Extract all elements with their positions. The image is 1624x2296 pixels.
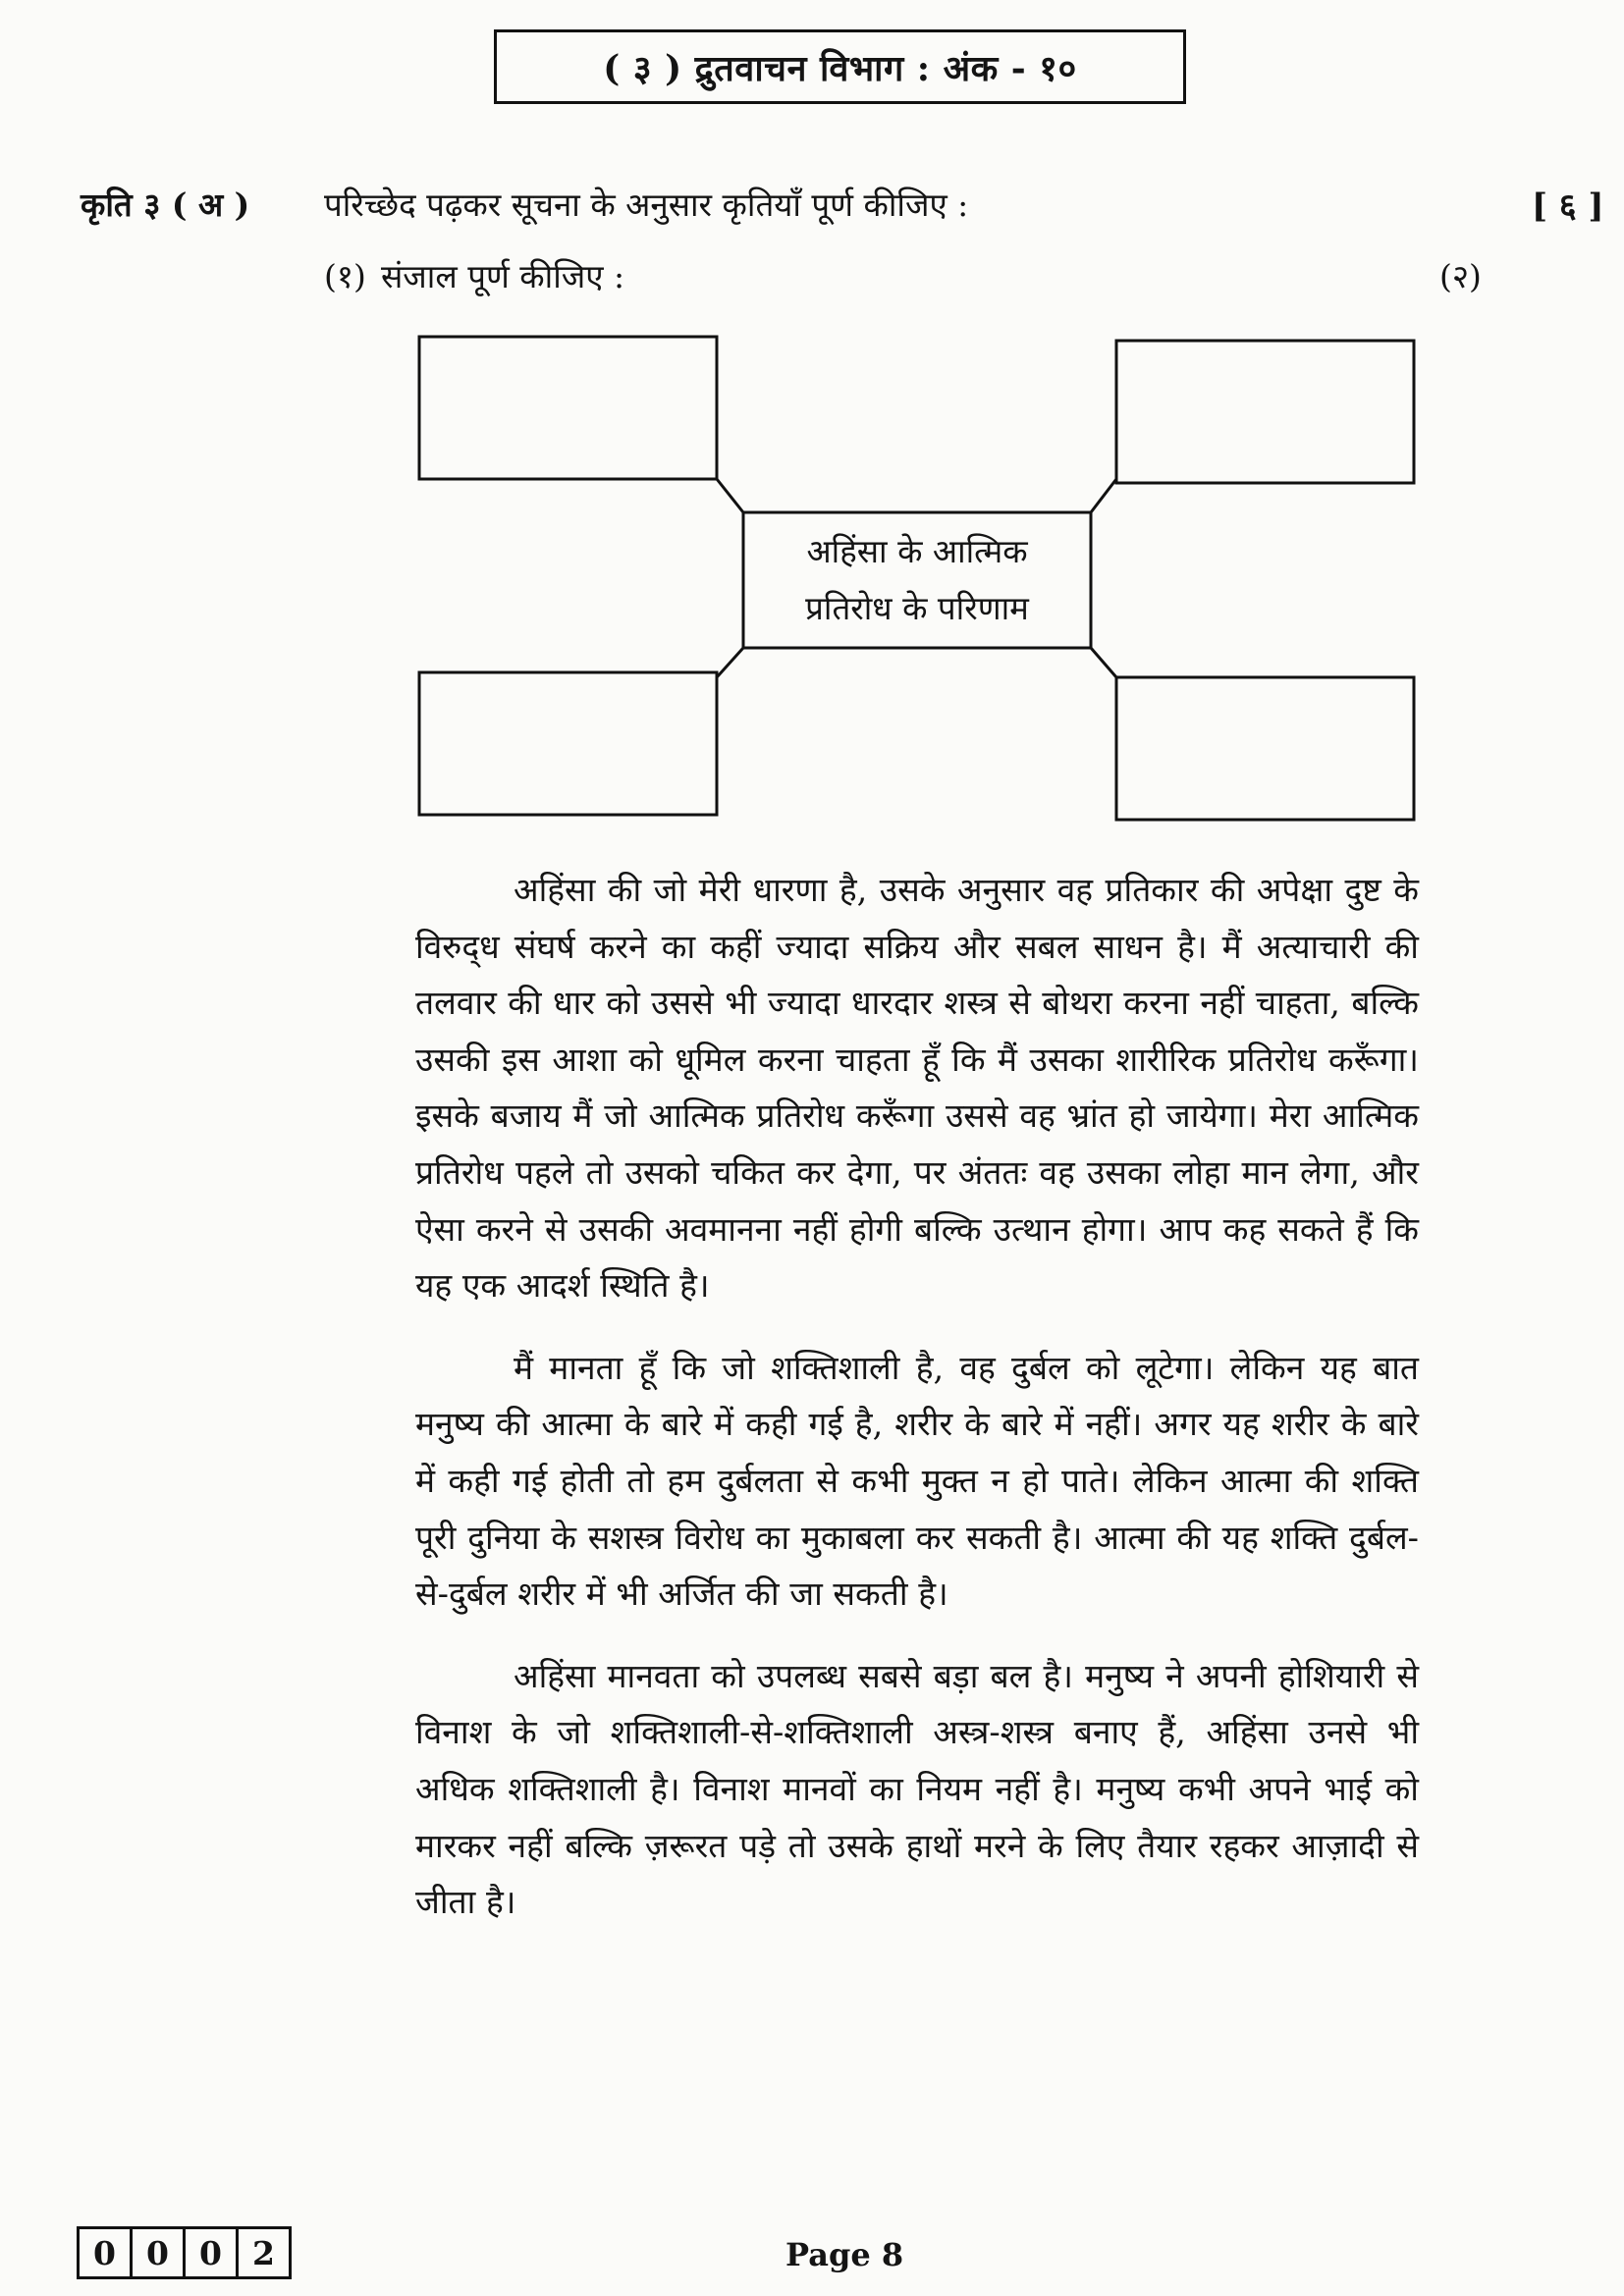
passage [415,862,1419,1931]
code-digit: 0 [130,2226,186,2279]
code-digit: 0 [183,2226,239,2279]
center-box-label [743,512,1091,648]
connector-bottom-left [717,648,743,677]
sub-question-instruction: संजाल पूर्ण कीजिए : [381,257,625,295]
paragraph: अहिंसा मानवता को उपलब्ध सबसे बड़ा बल है। मनुष्य ने अपनी होशियारी से विनाश के जो शक्तिशाली-से-शक्तिशाली अस्त्र-शस्त्र बनाए हैं, अहिंसा उनसे भी अधिक शक्तिशाली है। विनाश मानवों का नियम नहीं है। मनुष्य कभी अपने भाई को मारकर नहीं बल्कि ज़रूरत पड़े तो उसके हाथों मरने के लिए तैयार रहकर आज़ादी से जीता है। [415,1656,1419,1922]
answer-box-top-left [419,337,717,479]
center-label-line-1: अहिंसा के आत्मिक [806,532,1028,570]
answer-box-top-right [1116,341,1414,483]
code-digit: 2 [236,2226,292,2279]
answer-box-bottom-left [419,672,717,815]
page-number: Page 8 [785,2236,904,2273]
connector-bottom-right [1091,648,1116,677]
sub-question-marks: (२) [1439,257,1482,295]
section-title: ( ३ ) द्रुतवाचन विभाग : अंक - १० [494,29,1186,104]
total-marks: [ ६ ] [1532,187,1604,226]
paragraph: मैं मानता हूँ कि जो शक्तिशाली है, वह दुर्बल को लूटेगा। लेकिन यह बात मनुष्य की आत्मा के बारे में कही गई है, शरीर के बारे में नहीं। अगर यह शरीर के बारे में कही गई होती तो हम दुर्बलता से कभी मुक्त न हो पाते। लेकिन आत्मा की शक्ति पूरी दुनिया के सशस्त्र विरोध का मुकाबला कर सकती है। आत्मा की यह शक्ति दुर्बल-से-दुर्बल शरीर में भी अर्जित की जा सकती है। [415,1348,1419,1614]
question-instruction: परिच्छेद पढ़कर सूचना के अनुसार कृतियाँ पूर्ण कीजिए : [324,186,969,224]
connector-top-left [717,479,743,512]
question-label: कृति ३ ( अ ) [81,186,250,224]
answer-box-bottom-right [1116,677,1414,820]
center-label-line-2: प्रतिरोध के परिणाम [805,589,1029,627]
paragraph: अहिंसा की जो मेरी धारणा है, उसके अनुसार वह प्रतिकार की अपेक्षा दुष्ट के विरुद्‌ध संघर्ष करने का कहीं ज्यादा सक्रिय और सबल साधन है। मैं अत्याचारी की तलवार की धार को उससे भी ज्यादा धारदार शस्त्र से बोथरा करना नहीं चाहता, बल्कि उसकी इस आशा को धूमिल करना चाहता हूँ कि मैं उसका शारीरिक प्रतिरोध करूँगा। इसके बजाय मैं जो आत्मिक प्रतिरोध करूँगा उससे वह भ्रांत हो जायेगा। मेरा आत्मिक प्रतिरोध पहले तो उसको चकित कर देगा, पर अंततः वह उसका लोहा मान लेगा, और ऐसा करने से उसकी अवमानना नहीं होगी बल्कि उत्थान होगा। आप कह सकते हैं कि यह एक आदर्श स्थिति है। [415,871,1419,1306]
sub-question-number: (१) [324,257,366,295]
paper-code [77,2226,292,2279]
connector-top-right [1091,479,1116,512]
code-digit: 0 [77,2226,133,2279]
